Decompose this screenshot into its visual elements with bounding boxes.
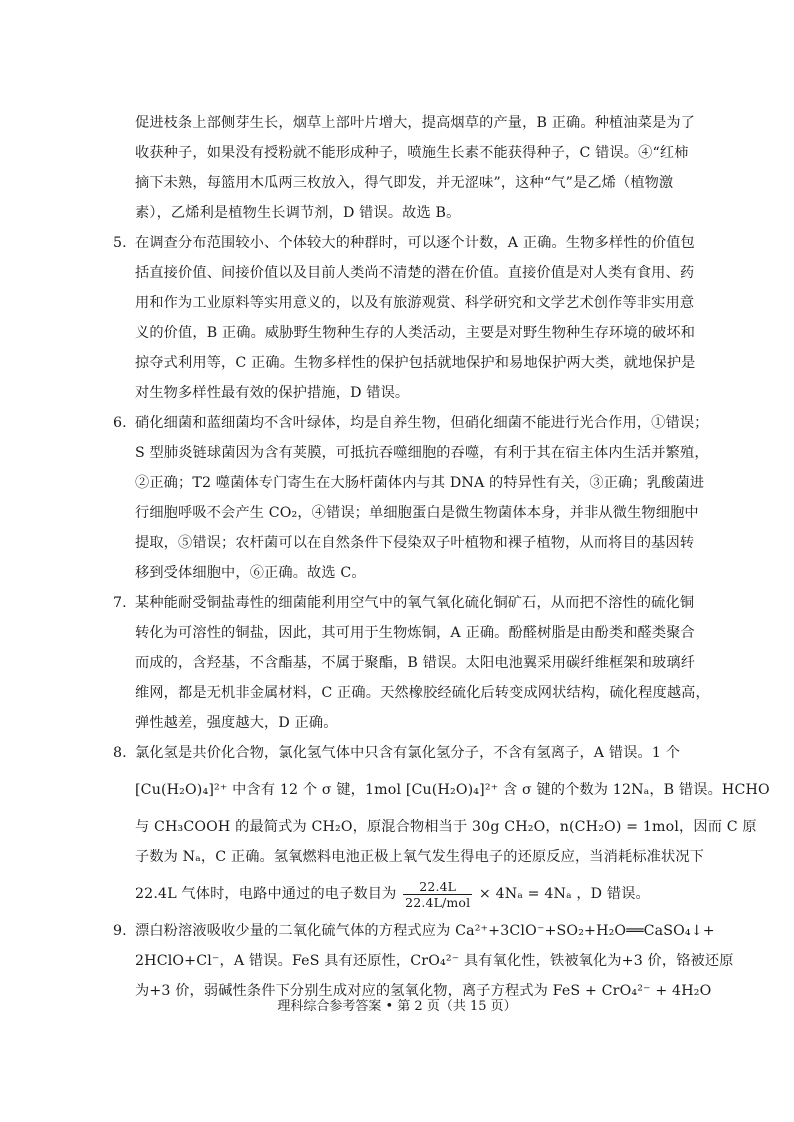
question-number: 6. [113,415,127,431]
text-line: 而成的，含羟基，不含酯基，不属于聚酯，B 错误。太阳电池翼采用碳纤维框架和玻璃纤 [135,655,696,671]
text-line: 氯化氢是共价化合物，氯化氢气体中只含有氯化氢分子，不含有氢离子，A 错误。1 个 [135,745,681,761]
text-line: 掠夺式利用等，C 正确。生物多样性的保护包括就地保护和易地保护两大类，就地保护是 [135,355,696,371]
text-line: 提取，⑤错误；农杆菌可以在自然条件下侵染双子叶植物和裸子植物，从而将目的基因转 [135,535,695,551]
answer-5 [113,228,696,408]
text-line: [Cu(H₂O)₄]²⁺ 中含有 12 个 σ 键，1mol [Cu(H₂O)₄]²⁺ 含 σ 键的个数为 12Nₐ，B 错误。HCHO [135,782,770,798]
text-line: 为+3 价，弱碱性条件下分别生成对应的氢氧化物，离子方程式为 FeS + CrO₄²⁻ + 4H₂O [135,983,712,999]
question-number: 9. [113,923,127,939]
answer-6 [113,408,709,588]
text-line: 某种能耐受铜盐毒性的细菌能利用空气中的氧气氧化硫化铜矿石，从而把不溶性的硫化铜 [135,595,695,611]
text-line: 收获种子，如果没有授粉就不能形成种子，喷施生长素不能获得种子，C 错误。④“红柿 [135,145,689,161]
text-line: 括直接价值、间接价值以及目前人类尚不清楚的潜在价值。直接价值是对人类有食用、药 [135,265,695,281]
fraction-denominator: 22.4L/mol [405,894,471,910]
text-line: 硝化细菌和蓝细菌均不含叶绿体，均是自养生物，但硝化细菌不能进行光合作用，①错误； [135,415,709,431]
fraction [403,879,472,910]
page-footer: 理科综合参考答案 • 第 2 页（共 15 页） [277,999,517,1014]
answer-content [113,108,770,1006]
text-line: 对生物多样性最有效的保护措施，D 错误。 [135,385,410,401]
question-number: 7. [113,595,127,611]
text-line: 弹性越差，强度越大，D 正确。 [135,715,338,731]
fraction-numerator: 22.4L [403,879,472,895]
answer-9 [113,916,734,1006]
text-line: 促进枝条上部侧芽生长，烟草上部叶片增大，提高烟草的产量，B 正确。种植油菜是为了 [135,115,696,131]
answer-7 [113,588,710,738]
text-line: 移到受体细胞中，⑥正确。故选 C。 [135,565,366,581]
text-line: S 型肺炎链球菌因为含有荚膜，可抵抗吞噬细胞的吞噬，有利于其在宿主体内生活并繁殖， [135,445,709,461]
text-line: 漂白粉溶液吸收少量的二氧化硫气体的方程式应为 Ca²⁺+3ClO⁻+SO₂+H₂O══CaSO₄↓+ [135,923,715,939]
text-line: 在调查分布范围较小、个体较大的种群时，可以逐个计数，A 正确。生物多样性的价值包 [135,235,695,251]
paragraph-continuation [113,108,696,228]
question-number: 8. [113,745,127,761]
text-line: 与 CH₃COOH 的最简式为 CH₂O，原混合物相当于 30g CH₂O，n(CH₂O) = 1mol，因而 C 原 [135,819,757,835]
text-line: 摘下未熟，每篮用木瓜两三枚放入，得气即发，并无涩味”，这种“气”是乙烯（植物激 [135,175,674,191]
answer-8 [113,738,770,916]
text-line: 维网，都是无机非金属材料，C 正确。天然橡胶经硫化后转变成网状结构，硫化程度越高， [135,685,710,701]
formula-suffix: × 4Nₐ = 4Nₐ ，D 错误。 [478,886,650,902]
question-number: 5. [113,235,127,251]
formula-line [135,872,661,916]
text-line: 转化为可溶性的铜盐，因此，其可用于生物炼铜，A 正确。酚醛树脂是由酚类和醛类聚合 [135,625,695,641]
text-line: 子数为 Nₐ，C 正确。氢氧燃料电池正极上氧气发生得电子的还原反应，当消耗标准状况下 [135,849,705,865]
text-line: 用和作为工业原料等实用意义的，以及有旅游观赏、科学研究和文学艺术创作等非实用意 [135,295,695,311]
text-line: 素），乙烯利是植物生长调节剂，D 错误。故选 B。 [135,205,461,221]
formula-prefix: 22.4L 气体时，电路中通过的电子数目为 [135,886,397,902]
text-line: ②正确；T2 噬菌体专门寄生在大肠杆菌体内与其 DNA 的特异性有关，③正确；乳酸菌进 [135,475,705,491]
text-line: 行细胞呼吸不会产生 CO₂，④错误；单细胞蛋白是微生物菌体本身，并非从微生物细胞中 [135,505,699,521]
text-line: 义的价值，B 正确。威胁野生物种生存的人类活动，主要是对野生物种生存环境的破坏和 [135,325,696,341]
text-line: 2HClO+Cl⁻，A 错误。FeS 具有还原性，CrO₄²⁻ 具有氧化性，铁被氧化为+3 价，铬被还原 [135,953,734,969]
